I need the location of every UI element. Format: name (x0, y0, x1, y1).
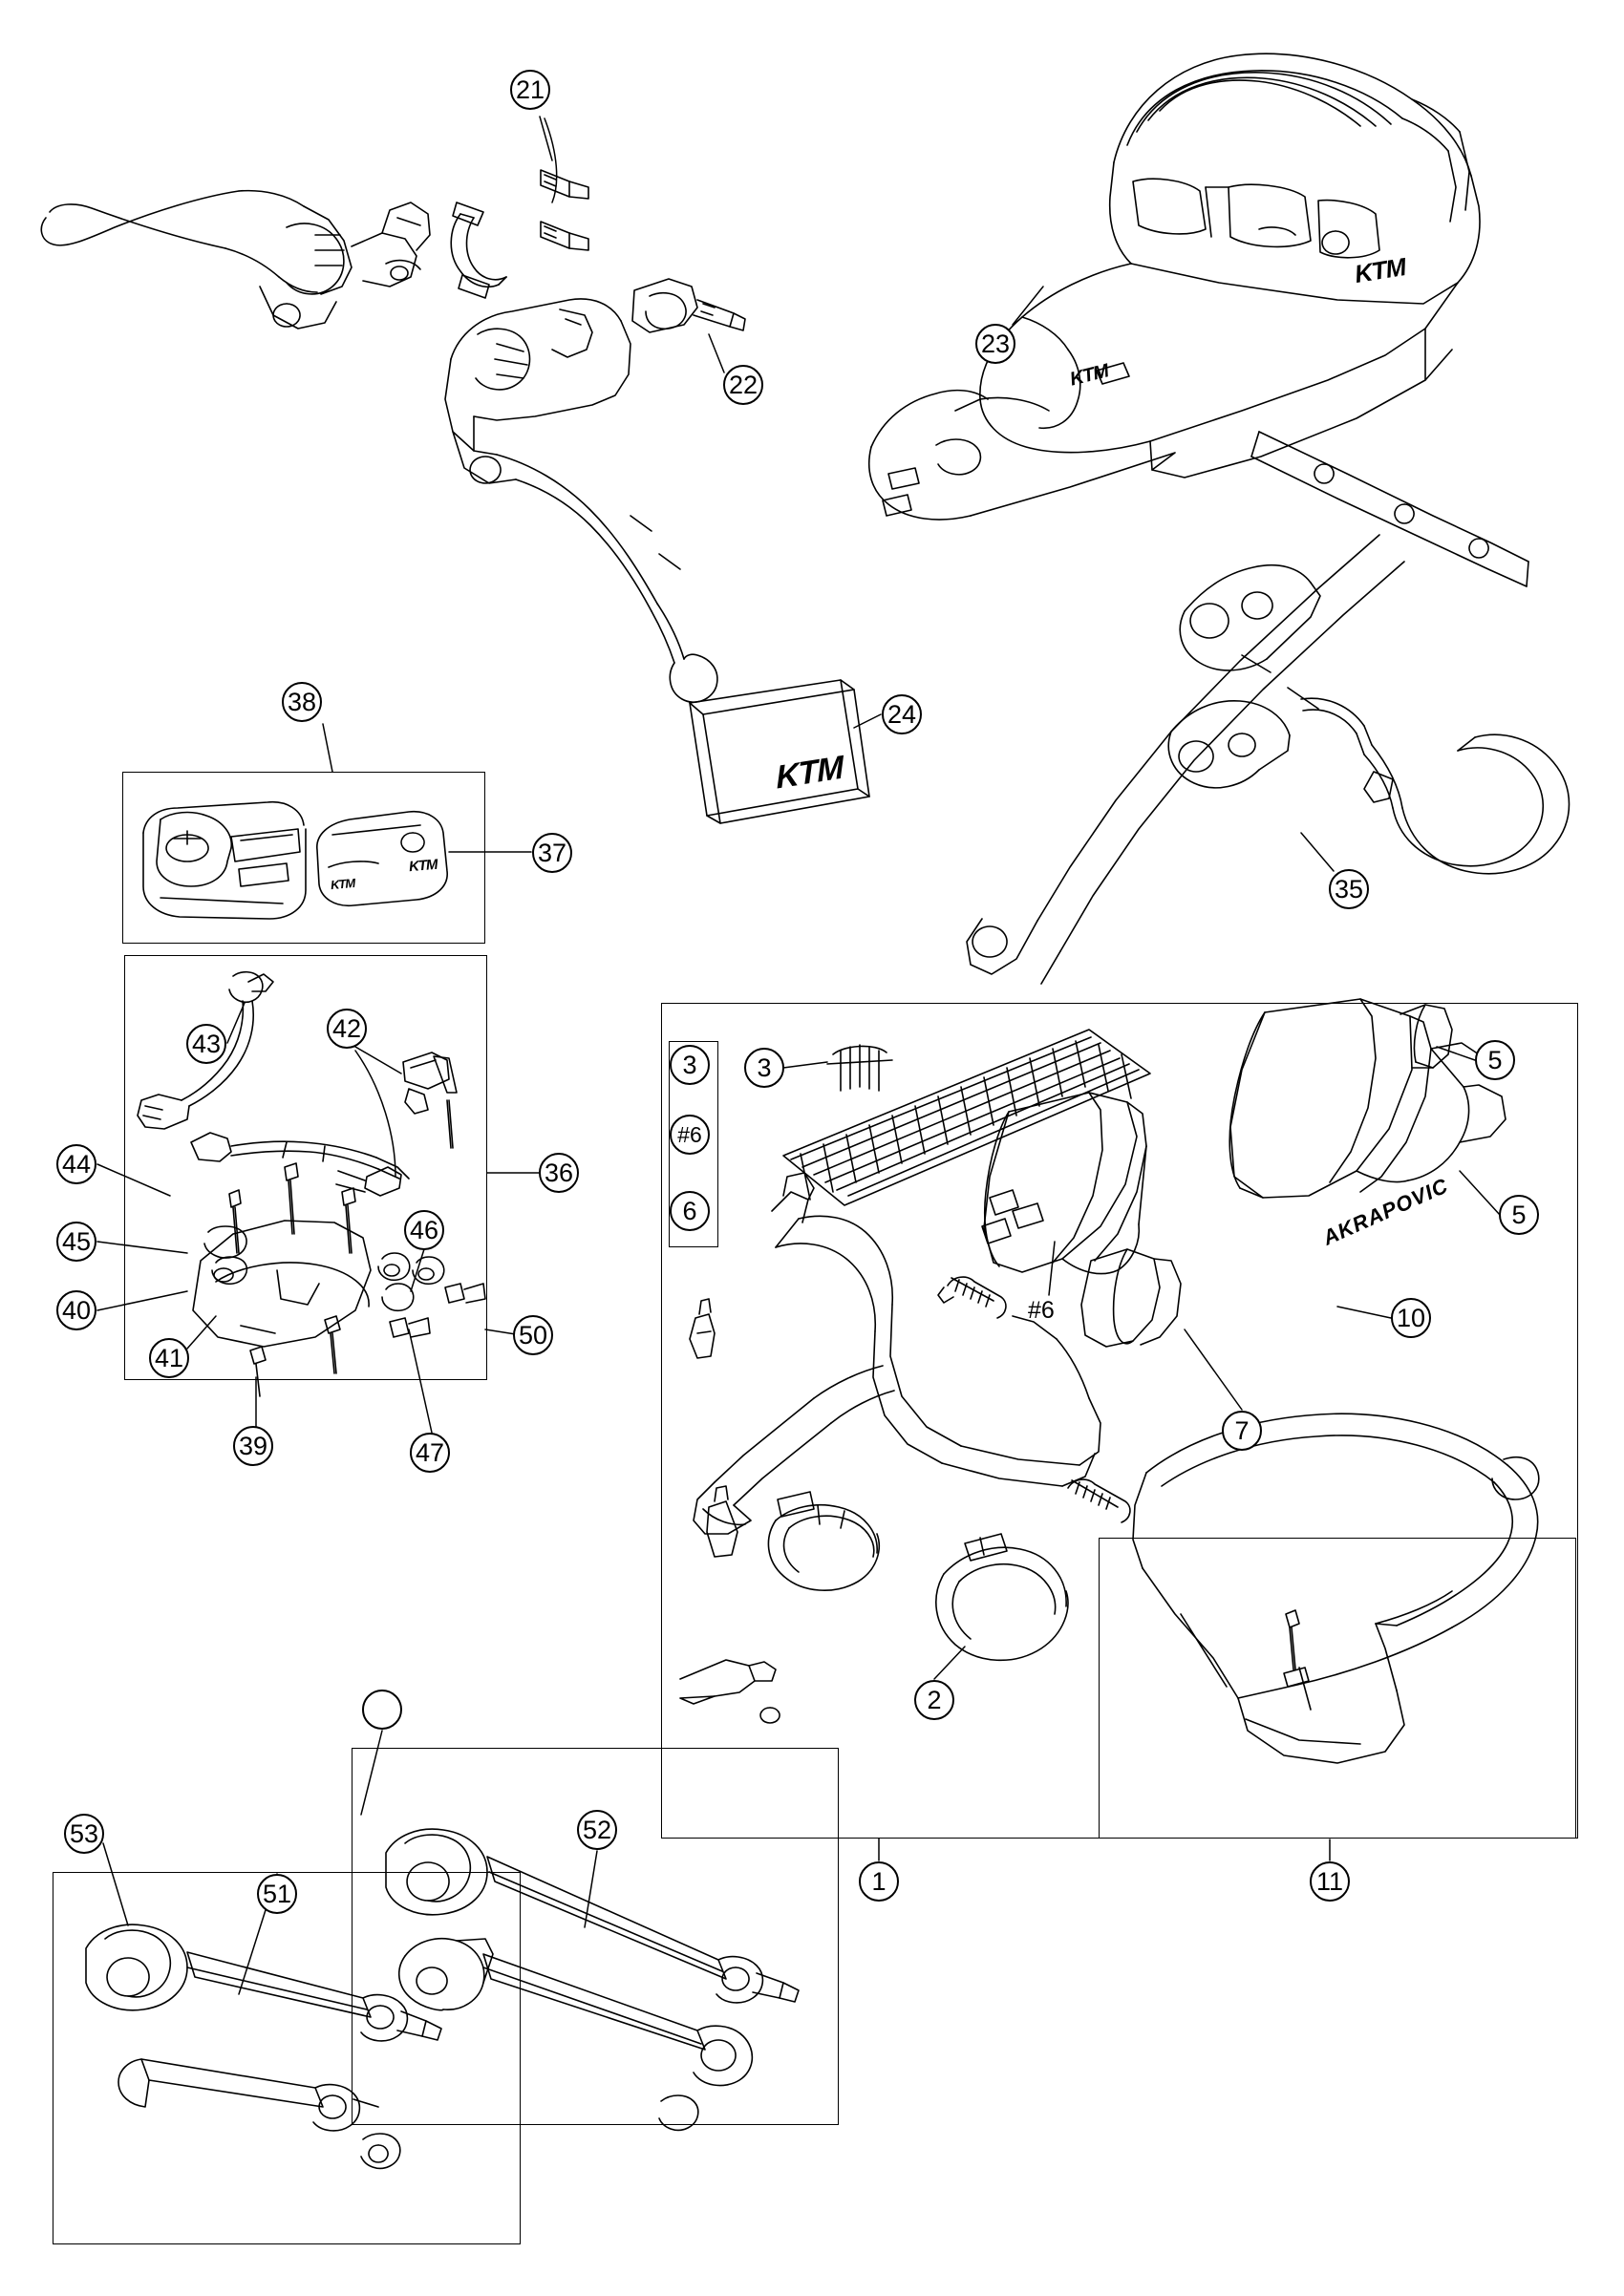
tank-bag-22 (869, 53, 1480, 520)
callout-40[interactable]: 47 (410, 1433, 450, 1473)
brake-lever-assembly (445, 299, 717, 702)
callout-hash6-label: #6 (1028, 1297, 1055, 1324)
group-box-35 (124, 955, 487, 1380)
callout-7[interactable]: 11 (1310, 1861, 1350, 1902)
callout-3-group[interactable]: 3 (670, 1045, 710, 1085)
clutch-lever-assembly (41, 191, 430, 329)
callout-21[interactable]: 22 (723, 365, 763, 405)
callout-5-lower[interactable]: 5 (1499, 1195, 1539, 1235)
group-box-7 (1099, 1538, 1576, 1839)
callout-43[interactable]: 41 (149, 1338, 189, 1378)
tank-bag-ktm-logo: KTM (1352, 252, 1408, 288)
screws-20 (541, 170, 588, 250)
callout-36[interactable]: 37 (532, 833, 572, 873)
callout-44[interactable]: 42 (327, 1009, 367, 1049)
owners-manual-23 (690, 680, 869, 823)
group-box-53 (352, 1748, 839, 2125)
callout-20[interactable]: 21 (510, 70, 550, 110)
callout-3[interactable]: 3 (744, 1048, 784, 1088)
callout-22[interactable]: 23 (975, 324, 1015, 364)
subframe-assembly (967, 432, 1528, 984)
callout-51[interactable]: 52 (577, 1810, 617, 1850)
callout-53[interactable] (362, 1690, 402, 1730)
callout-6-group[interactable]: 6 (670, 1191, 710, 1231)
manual-ktm-logo: KTM (775, 749, 844, 797)
callout-47[interactable]: 45 (56, 1222, 96, 1262)
callout-11[interactable]: 10 (1391, 1298, 1431, 1338)
callout-35[interactable]: 36 (539, 1153, 579, 1193)
remote-key-ktm-logo: KTM (330, 875, 355, 893)
callout-45[interactable]: 43 (186, 1024, 226, 1064)
callout-10[interactable]: 7 (1222, 1411, 1262, 1451)
callout-38[interactable]: 50 (513, 1315, 553, 1355)
callout-2[interactable]: 2 (914, 1680, 954, 1720)
tank-bag-lower-ktm-logo: KTM (1067, 360, 1111, 391)
callout-42[interactable]: 40 (56, 1290, 96, 1330)
muffler-akrapovic-logo: AKRAPOVIC (1318, 1173, 1452, 1250)
callout-52[interactable]: 53 (64, 1814, 104, 1854)
callout-46[interactable]: 44 (56, 1144, 96, 1184)
callout-24[interactable]: 35 (1329, 869, 1369, 909)
clamp-bracket-20 (451, 202, 506, 298)
callout-37[interactable]: 38 (282, 682, 322, 722)
callout-5-upper[interactable]: 5 (1475, 1040, 1515, 1080)
callout-39[interactable]: 46 (404, 1210, 444, 1250)
bracket-21 (632, 279, 745, 332)
callout-50[interactable]: 51 (257, 1874, 297, 1914)
cable-lock-24 (1301, 698, 1570, 873)
callout-23[interactable]: 24 (882, 694, 922, 734)
callout-1[interactable]: 1 (859, 1861, 899, 1902)
callout-hash6-group[interactable]: #6 (670, 1115, 710, 1155)
callout-41[interactable]: 39 (233, 1426, 273, 1466)
remote-ktm-logo: KTM (408, 856, 438, 876)
